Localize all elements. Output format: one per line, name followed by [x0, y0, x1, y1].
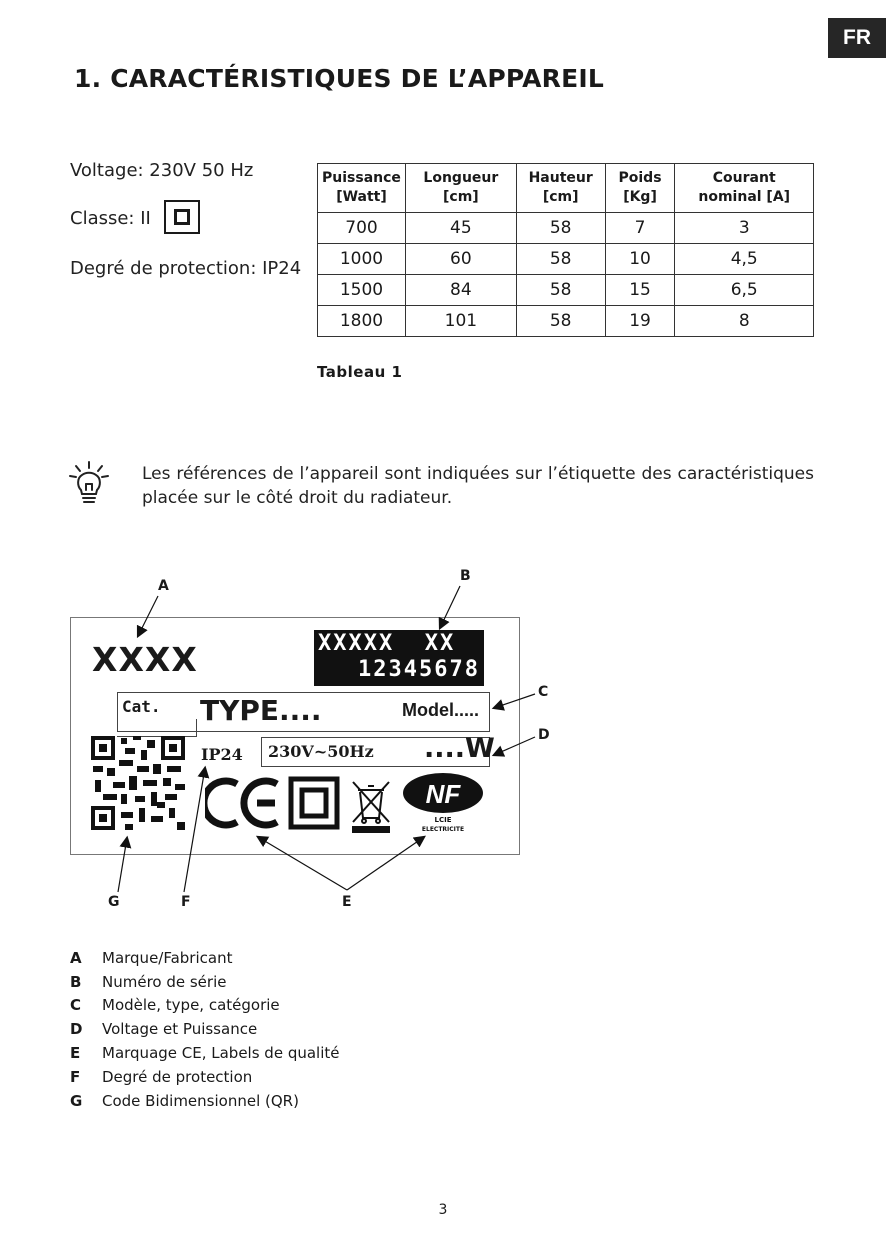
callout-f: F — [181, 894, 191, 910]
info-note: Les références de l’appareil sont indiquées sur l’étiquette des caractéristiques placée sur le côté droit du radiateur. — [142, 464, 814, 508]
spec-voltage: Voltage: 230V 50 Hz — [70, 160, 254, 181]
svg-text:LCIE: LCIE — [434, 816, 452, 824]
table-cell: 60 — [405, 244, 516, 275]
table-cell: 4,5 — [675, 244, 814, 275]
svg-text:ELECTRICITE: ELECTRICITE — [421, 826, 465, 833]
list-item: C Modèle, type, catégorie — [70, 996, 280, 1015]
table-cell: 58 — [516, 244, 605, 275]
list-item: D Voltage et Puissance — [70, 1020, 258, 1039]
list-item: E Marquage CE, Labels de qualité — [70, 1044, 340, 1063]
page-number: 3 — [438, 1202, 448, 1218]
table-cell: 700 — [318, 213, 406, 244]
table-cell: 7 — [605, 213, 675, 244]
table-cell: 58 — [516, 306, 605, 337]
list-item: A Marque/Fabricant — [70, 948, 233, 967]
plate-type: TYPE.... — [200, 694, 322, 727]
table-cell: 1800 — [318, 306, 406, 337]
table-cell: 19 — [605, 306, 675, 337]
callout-g: G — [108, 894, 120, 910]
table-cell: 6,5 — [675, 275, 814, 306]
callout-b: B — [460, 568, 471, 584]
plate-ip: IP24 — [201, 745, 243, 764]
table-cell: 1000 — [318, 244, 406, 275]
table-cell: 45 — [405, 213, 516, 244]
table-cell: 10 — [605, 244, 675, 275]
header-longueur: Longueur [cm] — [405, 164, 516, 213]
legend — [70, 946, 340, 1113]
callout-d: D — [538, 727, 550, 743]
table-cell: 58 — [516, 275, 605, 306]
plate-watt: ....W — [424, 733, 495, 764]
table-cell: 1500 — [318, 275, 406, 306]
table-cell: 15 — [605, 275, 675, 306]
plate-voltage: 230V~50Hz — [268, 742, 374, 761]
plate-cat: Cat. — [122, 697, 161, 716]
svg-text:NF: NF — [425, 779, 461, 809]
spec-protection: Degré de protection: IP24 — [70, 258, 302, 279]
table-cell: 8 — [675, 306, 814, 337]
callout-c: C — [538, 684, 549, 700]
list-item: B Numéro de série — [70, 972, 227, 991]
spec-class: Classe: II — [70, 208, 151, 229]
plate-serial: XXXXX XX 12345678 — [314, 630, 484, 686]
callout-a: A — [158, 578, 169, 594]
section-title: 1. CARACTÉRISTIQUES DE L’APPAREIL — [74, 64, 605, 93]
list-item: F Degré de protection — [70, 1067, 253, 1086]
header-puissance: Puissance [Watt] — [318, 164, 406, 213]
table-cell: 101 — [405, 306, 516, 337]
plate-brand: XXXX — [92, 640, 198, 679]
header-poids: Poids [Kg] — [605, 164, 675, 213]
callout-e: E — [342, 894, 352, 910]
table-cell: 58 — [516, 213, 605, 244]
language-tab: FR — [828, 18, 886, 58]
table-caption: Tableau 1 — [317, 363, 403, 381]
table-cell: 3 — [675, 213, 814, 244]
table-cell: 84 — [405, 275, 516, 306]
header-hauteur: Hauteur [cm] — [516, 164, 605, 213]
list-item: G Code Bidimensionnel (QR) — [70, 1091, 299, 1110]
plate-model: Model..... — [402, 700, 480, 720]
header-courant: Courant nominal [A] — [675, 164, 814, 213]
